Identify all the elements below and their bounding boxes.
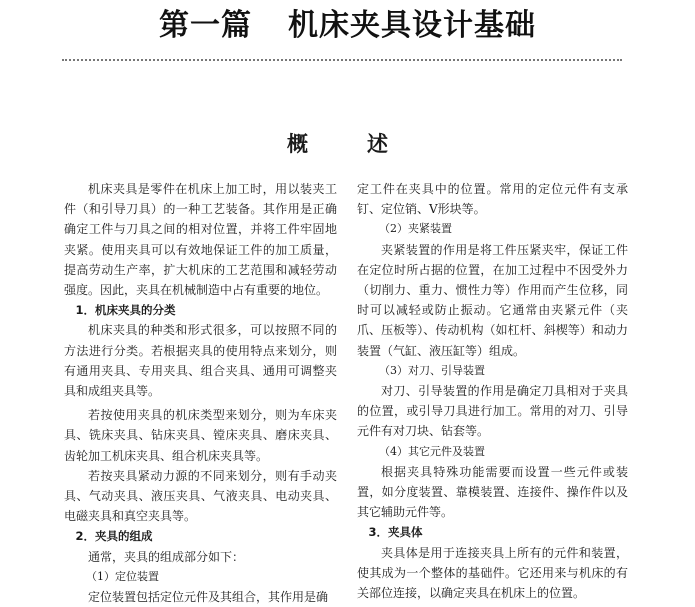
part-number: 第一篇 [159,8,252,43]
subsection-3-paragraph: 对刀、引导装置的作用是确定刀具相对于夹具的位置，或引导刀具进行加工。常用的对刀、引导元件有对刀块、钻套等。 [357,384,628,439]
part-title [0,6,695,46]
section-2-paragraph-1: 通常，夹具的组成部分如下： [88,549,245,564]
subsection-2-title: （2）夹紧装置 [379,222,452,236]
subsection-3-title: （3）对刀、引导装置 [379,363,485,377]
subsection-2-paragraph: 夹紧装置的作用是将工件压紧夹牢，保证工件在定位时所占据的位置，在加工过程中不因受外力（切削力、重力、惯性力等）作用而产生位移，同时可以减轻或防止振动。它通常由夹紧元件（夹爪、压板等）、传动机构（如杠杆、斜楔等）和动力装置（气缸、液压缸等）组成。 [357,242,628,358]
right-column [357,179,628,603]
part-name: 机床夹具设计基础 [288,8,536,43]
left-column [64,179,337,607]
section-2-title: 2．夹具的组成 [75,529,153,544]
section-1-paragraph-3: 若按夹具紧动力源的不同来划分，则有手动夹具、气动夹具、液压夹具、气液夹具、电动夹具、电磁夹具和真空夹具等。 [64,468,337,524]
section-1-paragraph-1: 机床夹具的种类和形式很多，可以按照不同的方法进行分类。若根据夹具的使用特点来划分，则有通用夹具、专用夹具、组合夹具、通用可调整夹具和成组夹具等。 [64,323,337,399]
subsection-1-title: （1）定位装置 [86,569,159,583]
subsection-4-title: （4）其它元件及装置 [379,444,485,458]
subsection-1-paragraph: 定位装置包括定位元件及其组合，其作用是确 [88,590,329,605]
subsection-4-paragraph: 根据夹具特殊功能需要而设置一些元件或装置，如分度装置、靠模装置、连接件、操作件以及其它辅助元件等。 [357,464,628,520]
title-divider [62,59,622,61]
section-1-paragraph-2: 若按使用夹具的机床类型来划分，则为车床夹具、铣床夹具、钻床夹具、镗床夹具、磨床夹具、齿轮加工机床夹具、组合机床夹具等。 [64,408,337,463]
heading-char-2: 述 [367,132,388,156]
continuation-paragraph: 定工件在夹具中的位置。常用的定位元件有支承钉、定位销、V形块等。 [357,182,628,217]
intro-paragraph: 机床夹具是零件在机床上加工时，用以装夹工件（和引导刀具）的一种工艺装备。其作用是正确确定工件与刀具之间的相对位置，并将工件牢固地夹紧。使用夹具可以有效地保证工件的加工质量，提高劳动生产率，扩大机床的工艺范围和减轻劳动强度。因此，夹具在机械制造中占有重要的地位。 [64,182,337,298]
section-3-paragraph: 夹具体是用于连接夹具上所有的元件和装置，使其成为一个整体的基础件。它还用来与机床的有关部位连接，以确定夹具在机床上的位置。 [357,545,628,601]
section-1-title: 1．机床夹具的分类 [75,303,176,318]
section-3-title: 3．夹具体 [368,525,423,540]
heading-char-1: 概 [287,132,308,156]
